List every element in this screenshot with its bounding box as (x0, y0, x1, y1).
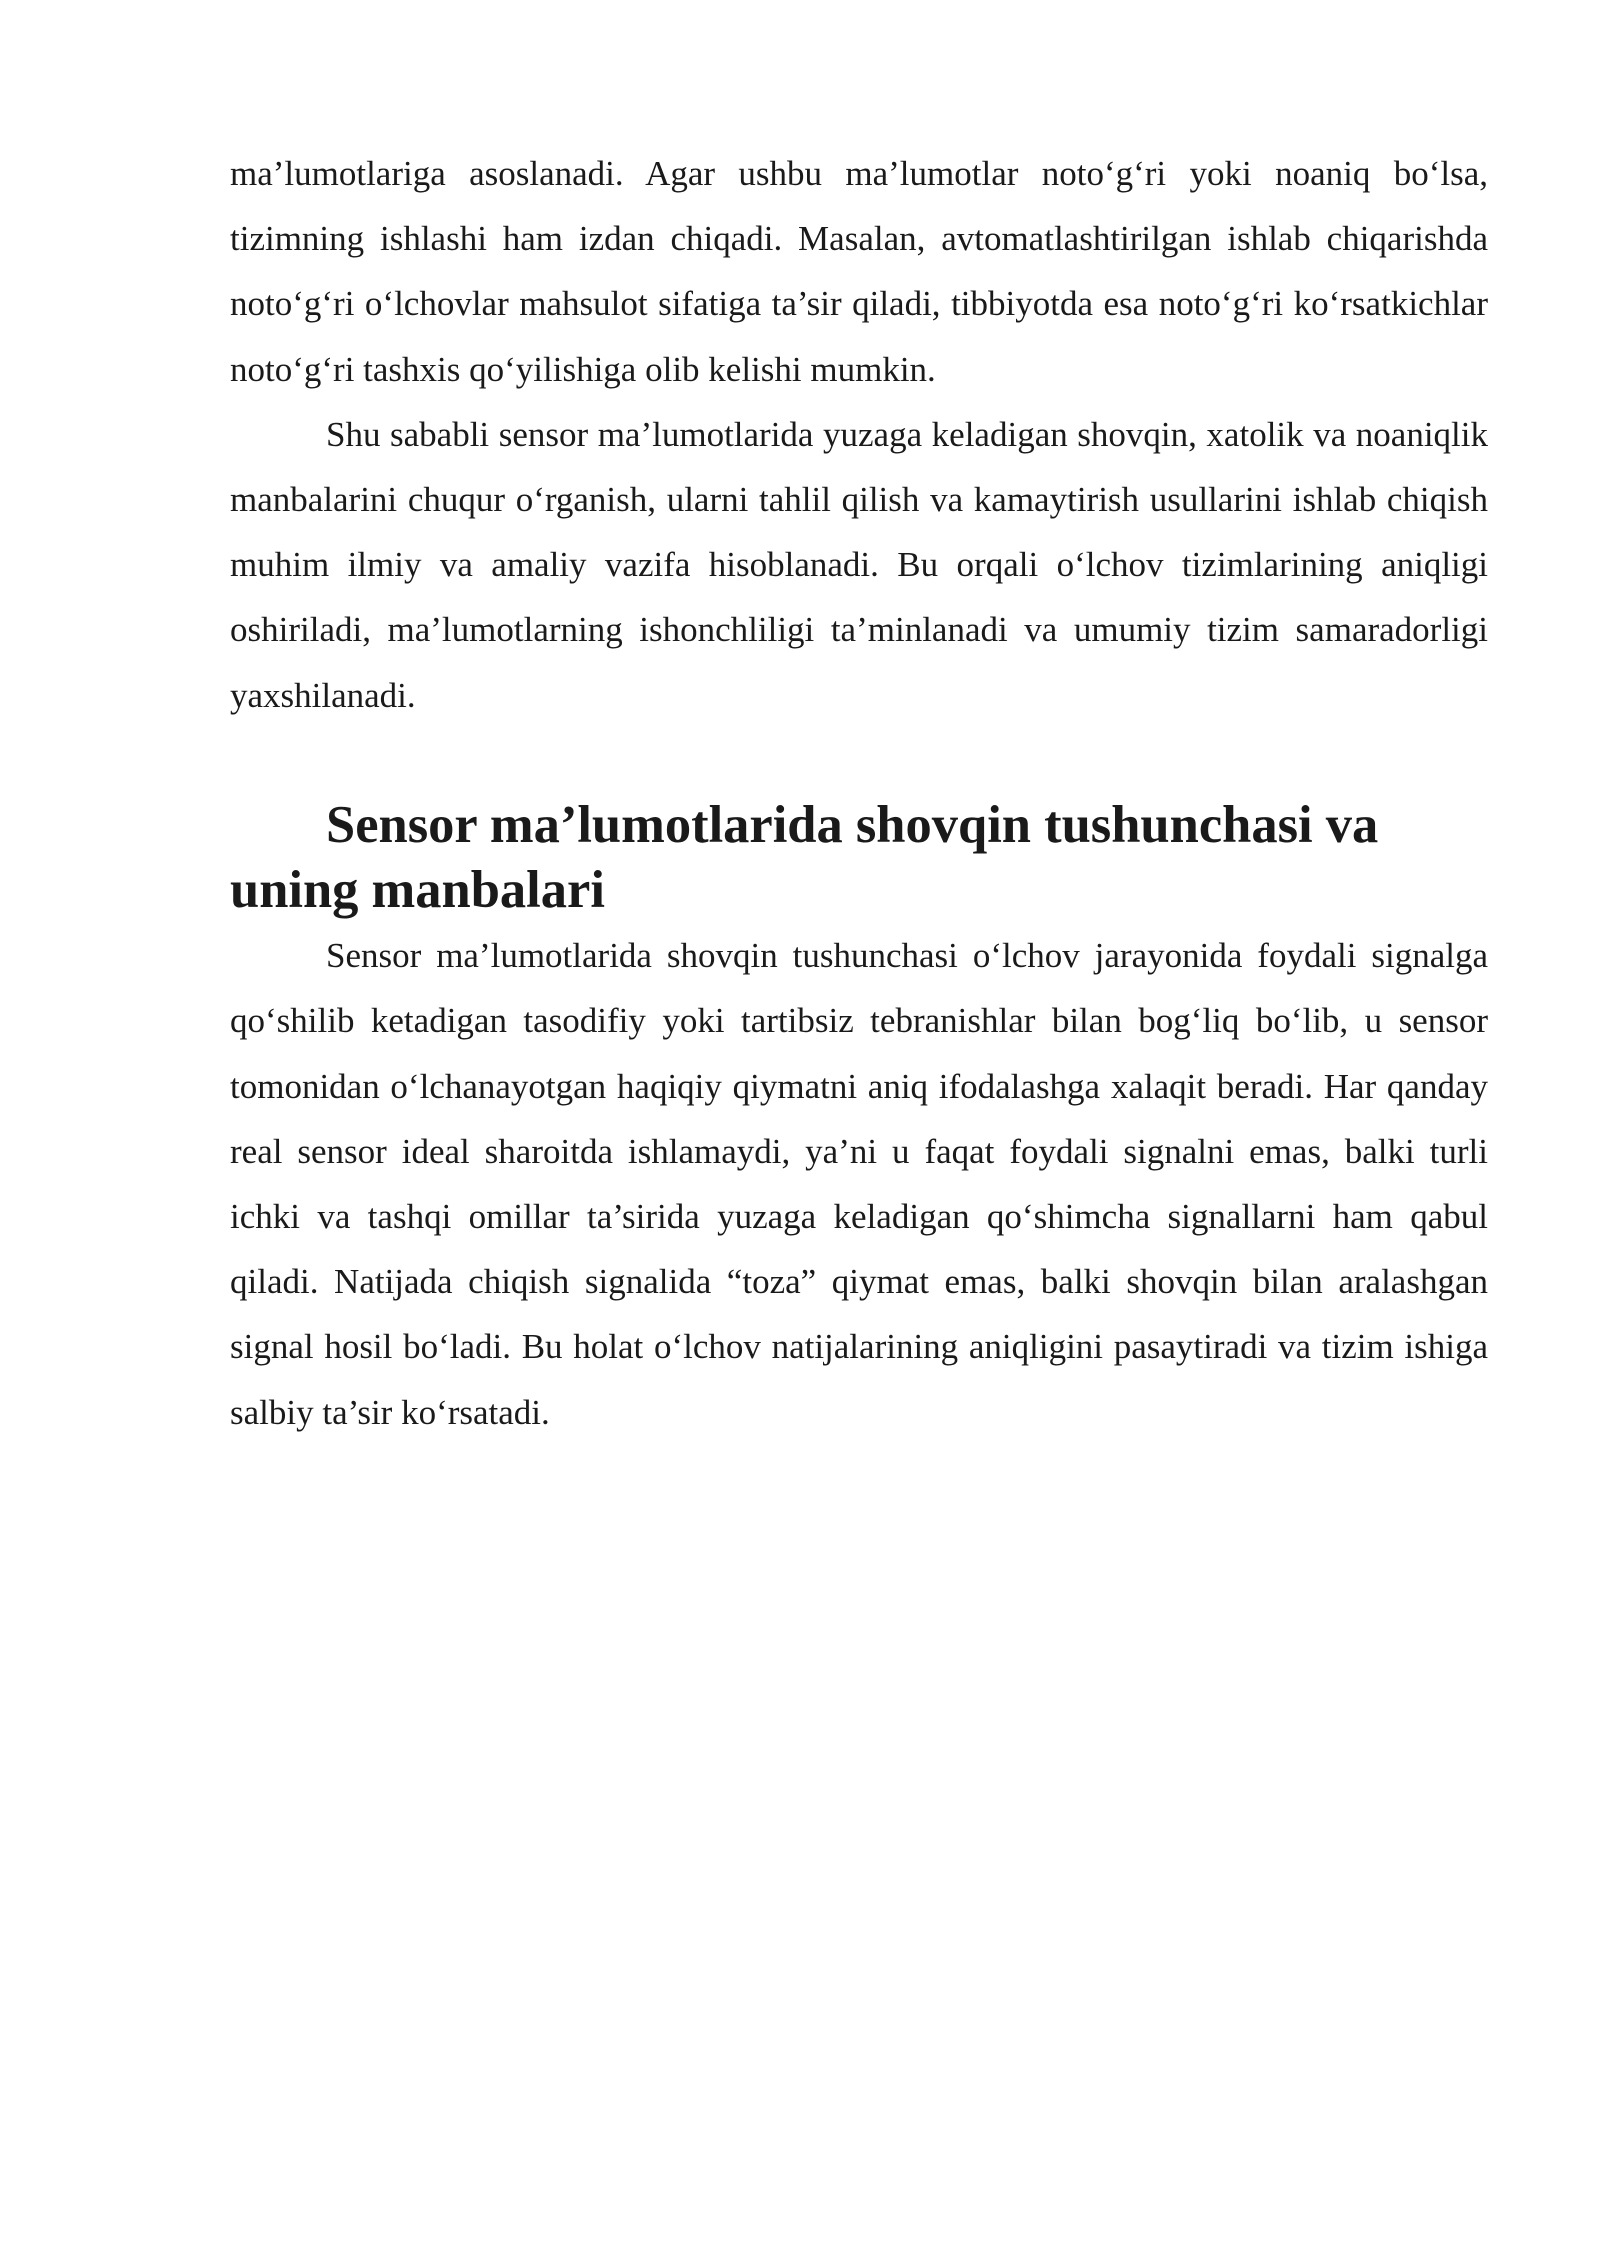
paragraph-rationale: Shu sababli sensor ma’lumotlarida yuzaga keladigan shovqin, xatolik va noaniqlik manbalarini chuqur o‘rganish, ularni tahlil qilish va kamaytirish usullarini ishlab chiqish muhim ilmiy va amaliy vazifa hisoblanadi. Bu orqali o‘lchov tizimlarining aniqligi oshiriladi, ma’lumotlarning ishonchliligi ta’minlanadi va umumiy tizim samaradorligi yaxshilanadi. (230, 414, 1488, 715)
paragraph-noise-definition: Sensor ma’lumotlarida shovqin tushunchasi o‘lchov jarayonida foydali signalga qo‘shilib ketadigan tasodifiy yoki tartibsiz tebranishlar bilan bog‘liq bo‘lib, u sensor tomonidan o‘lchanayotgan haqiqiy qiymatni aniq ifodalashga xalaqit beradi. Har qanday real sensor ideal sharoitda ishlamaydi, ya’ni u faqat foydali signalni emas, balki turli ichki va tashqi omillar ta’sirida yuzaga keladigan qo‘shimcha signallarni ham qabul qiladi. Natijada chiqish signalida “toza” qiymat emas, balki shovqin bilan aralashgan signal hosil bo‘ladi. Bu holat o‘lchov natijalarining aniqligini pasaytiradi va tizim ishiga salbiy ta’sir ko‘rsatadi. (230, 936, 1488, 1432)
paragraph-continuation: ma’lumotlariga asoslanadi. Agar ushbu ma’lumotlar noto‘g‘ri yoki noaniq bo‘lsa, tizimning ishlashi ham izdan chiqadi. Masalan, avtomatlashtirilgan ishlab chiqarishda noto‘g‘ri o‘lchovlar mahsulot sifatiga ta’sir qiladi, tibbiyotda esa noto‘g‘ri ko‘rsatkichlar noto‘g‘ri tashxis qo‘yilishiga olib kelishi mumkin. (230, 154, 1488, 389)
document-body (230, 141, 1488, 1445)
section-heading: Sensor ma’lumotlarida shovqin tushunchasi va uning manbalari (230, 795, 1379, 920)
